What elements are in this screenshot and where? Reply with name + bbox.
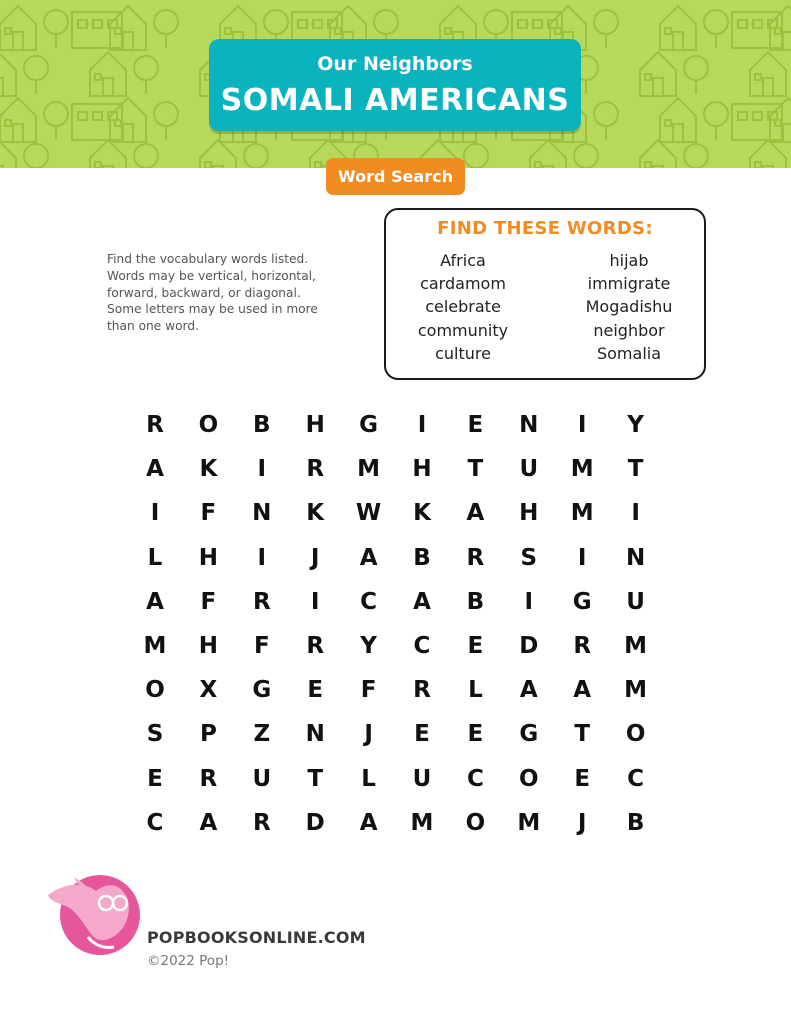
grid-letter: M	[570, 456, 594, 483]
grid-letter: I	[257, 544, 267, 571]
grid-letter: O	[625, 721, 646, 748]
grid-letter: R	[413, 677, 431, 704]
grid-letter: M	[624, 677, 648, 704]
grid-letter: H	[198, 633, 219, 659]
grid-letter: D	[519, 633, 539, 659]
word-list-left-column	[393, 249, 533, 365]
word-item: Somalia	[596, 343, 662, 363]
grid-letter: R	[306, 456, 325, 483]
grid-letter: O	[145, 677, 165, 704]
grid-letter: M	[570, 500, 594, 527]
grid-letter: E	[467, 721, 484, 748]
grid-letter: K	[199, 456, 218, 483]
grid-letter: L	[361, 765, 376, 792]
grid-letter: F	[360, 677, 377, 704]
kangaroo-logo-icon	[44, 873, 148, 957]
grid-letter: S	[146, 721, 164, 748]
grid-letter: I	[577, 544, 587, 571]
word-list-box	[384, 208, 706, 380]
grid-letter: S	[520, 544, 538, 571]
grid-letter: K	[306, 500, 325, 527]
grid-letter: B	[413, 544, 431, 571]
word-item: immigrate	[587, 274, 671, 294]
grid-letter: A	[359, 544, 378, 571]
grid-letter: A	[146, 588, 164, 615]
grid-letter: X	[199, 677, 218, 704]
grid-letter: T	[467, 456, 484, 483]
grid-letter: H	[305, 412, 325, 438]
grid-letter: I	[417, 412, 427, 438]
grid-letter: G	[519, 721, 539, 748]
grid-letter: J	[577, 809, 587, 836]
grid-letter: N	[625, 544, 646, 571]
word-list-right-column	[559, 249, 699, 365]
copyright: ©2022 Pop!	[147, 953, 230, 969]
grid-letter: A	[573, 677, 592, 704]
grid-letter: E	[574, 765, 591, 792]
grid-letter: R	[306, 633, 325, 659]
grid-letter: I	[257, 456, 267, 483]
grid-letter: R	[252, 588, 271, 615]
grid-letter: Y	[627, 412, 644, 438]
word-list-title: FIND THESE WORDS:	[437, 218, 653, 239]
grid-letter: F	[200, 500, 217, 527]
grid-letter: T	[574, 721, 591, 748]
grid-letter: M	[410, 809, 434, 836]
grid-letter: D	[305, 809, 325, 836]
grid-letter: Y	[360, 633, 377, 659]
grid-letter: A	[413, 588, 431, 615]
grid-letter: U	[519, 456, 539, 483]
grid-letter: U	[252, 765, 272, 792]
grid-letter: B	[253, 412, 271, 438]
grid-letter: I	[577, 412, 587, 438]
word-item: Africa	[440, 251, 486, 270]
grid-letter: J	[310, 544, 320, 571]
grid-letter: E	[414, 721, 430, 748]
activity-tag: Word Search	[326, 158, 465, 195]
grid-letter: C	[413, 633, 431, 659]
grid-letter: A	[466, 500, 485, 527]
grid-letter: I	[310, 588, 320, 615]
grid-letter: O	[519, 765, 539, 792]
grid-letter: U	[412, 765, 432, 792]
grid-letter: N	[519, 412, 539, 438]
grid-letter: A	[199, 809, 218, 836]
grid-letter: P	[199, 721, 217, 748]
grid-letter: G	[572, 588, 592, 615]
grid-letter: O	[198, 412, 219, 438]
grid-letter: R	[573, 633, 592, 659]
grid-letter: M	[517, 809, 541, 836]
site-url: POPBOOKSONLINE.COM	[147, 928, 366, 947]
pop-logo	[44, 873, 148, 961]
word-item: celebrate	[425, 297, 501, 317]
grid-letter: N	[305, 721, 325, 748]
grid-letter: R	[199, 765, 218, 792]
grid-letter: T	[627, 456, 644, 483]
grid-letter: G	[359, 412, 379, 438]
grid-letter: Z	[253, 721, 271, 748]
grid-letter: H	[519, 500, 539, 527]
page-title: SOMALI AMERICANS	[220, 83, 570, 118]
grid-letter: M	[357, 456, 381, 483]
grid-letter: E	[467, 412, 484, 438]
grid-letter: C	[360, 588, 378, 615]
grid-letter: E	[147, 765, 163, 792]
grid-letter: I	[524, 588, 534, 615]
grid-letter: R	[146, 412, 164, 438]
word-item: culture	[435, 343, 491, 363]
grid-letter: M	[143, 633, 167, 659]
grid-letter: L	[468, 677, 483, 704]
grid-letter: L	[147, 544, 163, 571]
grid-letter: T	[307, 765, 324, 792]
grid-letter: R	[466, 544, 485, 571]
grid-letter: A	[359, 809, 378, 836]
grid-letter: H	[412, 456, 432, 483]
grid-letter: F	[253, 633, 270, 659]
grid-letter: O	[465, 809, 486, 836]
word-item: community	[417, 320, 509, 340]
word-item: Mogadishu	[585, 297, 673, 317]
instructions-text: Find the vocabulary words listed. Words may be vertical, horizontal, forward, backward, or diagonal. Some letters may be used in more than one word.	[107, 252, 318, 334]
grid-letter: M	[624, 633, 648, 659]
grid-letter: G	[252, 677, 272, 704]
grid-letter: A	[519, 677, 538, 704]
grid-letter: H	[198, 544, 219, 571]
page-subtitle: Our Neighbors	[317, 53, 473, 75]
grid-letter: B	[626, 809, 645, 836]
grid-letter: K	[413, 500, 431, 527]
grid-letter: E	[467, 633, 484, 659]
grid-letter: C	[466, 765, 484, 792]
grid-letter: A	[146, 456, 164, 483]
grid-letter: U	[626, 588, 645, 615]
grid-letter: I	[150, 500, 160, 527]
grid-letter: J	[364, 721, 373, 748]
word-item: hijab	[609, 251, 649, 270]
grid-letter: F	[200, 588, 217, 615]
grid-letter: C	[146, 809, 164, 836]
grid-letter: I	[631, 500, 640, 527]
word-item: neighbor	[593, 320, 665, 340]
grid-letter: E	[307, 677, 324, 704]
grid-letter: N	[252, 500, 272, 527]
grid-letter: R	[252, 809, 271, 836]
grid-letter: W	[355, 500, 382, 527]
grid-letter: B	[466, 588, 485, 615]
title-box	[209, 39, 581, 131]
word-item: cardamom	[420, 274, 506, 294]
grid-letter: C	[627, 765, 645, 792]
